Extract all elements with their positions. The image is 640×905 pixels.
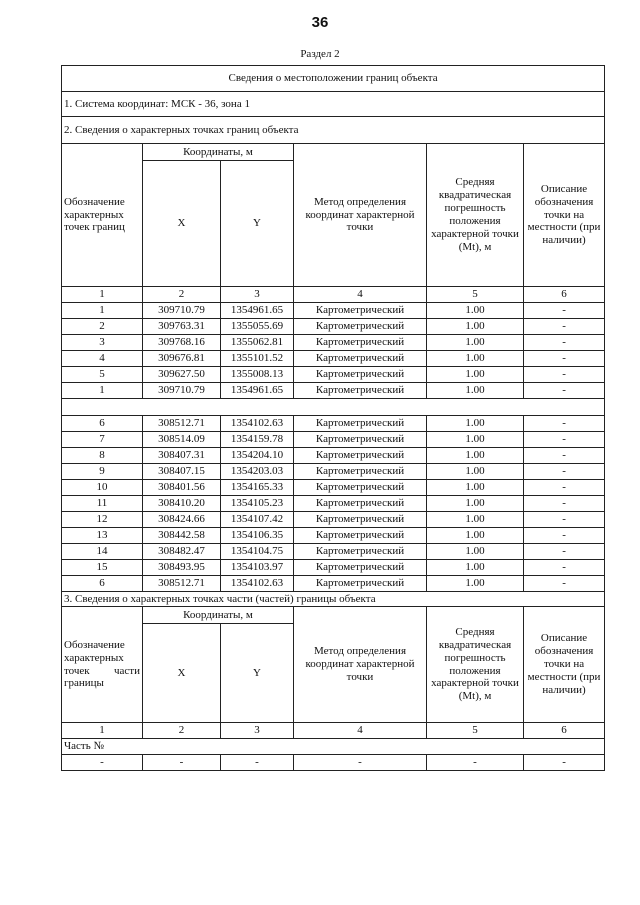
y-coord-cell: 1354105.23	[221, 496, 294, 512]
points-section-header: 2. Сведения о характерных точках границ объекта	[62, 117, 605, 144]
point-number-cell: 1	[62, 303, 143, 319]
description-cell: -	[524, 464, 605, 480]
point-number-cell: 1	[62, 723, 143, 739]
y-coord-cell: 1354106.35	[221, 528, 294, 544]
blank-separator-row	[62, 399, 605, 416]
point-number-cell: 10	[62, 480, 143, 496]
point-number-cell: 5	[62, 367, 143, 383]
error-value-cell: 1.00	[427, 464, 524, 480]
y-coord-cell: 1355101.52	[221, 351, 294, 367]
y-coord-cell: 1354961.65	[221, 303, 294, 319]
method-cell: Картометрический	[294, 319, 427, 335]
method-cell: 4	[294, 287, 427, 303]
coord-system: 1. Система координат: МСК - 36, зона 1	[62, 92, 605, 117]
x-coord-cell: 308424.66	[143, 512, 221, 528]
col-designation: Обозначение характерных точек границ	[62, 144, 143, 287]
col-x-part: X	[143, 624, 221, 723]
description-cell: -	[524, 383, 605, 399]
boundary-table	[61, 65, 605, 771]
error-value-cell: 1.00	[427, 576, 524, 592]
description-cell: -	[524, 335, 605, 351]
error-value-cell: -	[427, 755, 524, 771]
x-coord-cell: 309676.81	[143, 351, 221, 367]
x-coord-cell: 308493.95	[143, 560, 221, 576]
point-number-cell: 6	[62, 416, 143, 432]
x-coord-cell: 308407.15	[143, 464, 221, 480]
table-row	[62, 432, 605, 448]
description-cell: -	[524, 544, 605, 560]
description-cell: -	[524, 480, 605, 496]
method-cell: Картометрический	[294, 480, 427, 496]
page-number: 36	[311, 14, 329, 31]
table-title: Сведения о местоположении границ объекта	[62, 66, 605, 92]
error-value-cell: 1.00	[427, 416, 524, 432]
y-coord-cell: 1354103.97	[221, 560, 294, 576]
x-coord-cell: 308442.58	[143, 528, 221, 544]
y-coord-cell: 3	[221, 287, 294, 303]
method-cell: Картометрический	[294, 464, 427, 480]
error-value-cell: 1.00	[427, 544, 524, 560]
table-row	[62, 383, 605, 399]
method-cell: Картометрический	[294, 544, 427, 560]
method-cell: Картометрический	[294, 576, 427, 592]
error-value-cell: 1.00	[427, 335, 524, 351]
y-coord-cell: 1354204.10	[221, 448, 294, 464]
x-coord-cell: -	[143, 755, 221, 771]
error-value-cell: 1.00	[427, 512, 524, 528]
description-cell: -	[524, 528, 605, 544]
table-row	[62, 351, 605, 367]
x-coord-cell: 308512.71	[143, 416, 221, 432]
col-method-part: Метод определения координат характерной точки	[294, 607, 427, 723]
description-cell: -	[524, 303, 605, 319]
description-cell: -	[524, 432, 605, 448]
method-cell: Картометрический	[294, 496, 427, 512]
error-value-cell: 1.00	[427, 528, 524, 544]
point-number-cell: 14	[62, 544, 143, 560]
point-number-cell: 15	[62, 560, 143, 576]
table-row	[62, 496, 605, 512]
y-coord-cell: 1355008.13	[221, 367, 294, 383]
point-number-cell: 3	[62, 335, 143, 351]
error-value-cell: 1.00	[427, 319, 524, 335]
method-cell: Картометрический	[294, 448, 427, 464]
x-coord-cell: 308512.71	[143, 576, 221, 592]
point-number-cell: 13	[62, 528, 143, 544]
description-cell: -	[524, 512, 605, 528]
y-coord-cell: 1354159.78	[221, 432, 294, 448]
table-row	[62, 303, 605, 319]
description-cell: -	[524, 448, 605, 464]
method-cell: -	[294, 755, 427, 771]
point-number-cell: -	[62, 755, 143, 771]
table-row	[62, 560, 605, 576]
x-coord-cell: 2	[143, 287, 221, 303]
table-row	[62, 367, 605, 383]
method-cell: Картометрический	[294, 512, 427, 528]
col-method: Метод определения координат характерной точки	[294, 144, 427, 287]
col-coordinates-part: Координаты, м	[143, 607, 294, 624]
point-number-cell: 6	[62, 576, 143, 592]
description-cell: 6	[524, 287, 605, 303]
col-designation-part: Обозначение характерных точек части границы	[62, 607, 143, 723]
error-value-cell: 5	[427, 287, 524, 303]
method-cell: Картометрический	[294, 416, 427, 432]
method-cell: Картометрический	[294, 351, 427, 367]
error-value-cell: 1.00	[427, 480, 524, 496]
table-row	[62, 528, 605, 544]
method-cell: Картометрический	[294, 367, 427, 383]
description-cell: -	[524, 576, 605, 592]
y-coord-cell: 3	[221, 723, 294, 739]
method-cell: Картометрический	[294, 528, 427, 544]
point-number-cell: 12	[62, 512, 143, 528]
error-value-cell: 1.00	[427, 496, 524, 512]
point-number-cell: 4	[62, 351, 143, 367]
method-cell: Картометрический	[294, 560, 427, 576]
table-row	[62, 319, 605, 335]
method-cell: Картометрический	[294, 432, 427, 448]
y-coord-cell: 1354165.33	[221, 480, 294, 496]
method-cell: Картометрический	[294, 383, 427, 399]
description-cell: -	[524, 496, 605, 512]
error-value-cell: 1.00	[427, 448, 524, 464]
column-numbers-row-part	[62, 723, 605, 739]
col-error: Средняя квадратическая погрешность положения характерной точки (Mt), м	[427, 144, 524, 287]
point-number-cell: 2	[62, 319, 143, 335]
y-coord-cell: 1354107.42	[221, 512, 294, 528]
description-cell: -	[524, 755, 605, 771]
description-cell: -	[524, 319, 605, 335]
y-coord-cell: 1354102.63	[221, 576, 294, 592]
error-value-cell: 5	[427, 723, 524, 739]
x-coord-cell: 309627.50	[143, 367, 221, 383]
point-number-cell: 9	[62, 464, 143, 480]
table-row	[62, 448, 605, 464]
table-row	[62, 544, 605, 560]
description-cell: -	[524, 367, 605, 383]
x-coord-cell: 309768.16	[143, 335, 221, 351]
point-number-cell: 8	[62, 448, 143, 464]
x-coord-cell: 308410.20	[143, 496, 221, 512]
error-value-cell: 1.00	[427, 383, 524, 399]
y-coord-cell: -	[221, 755, 294, 771]
col-description: Описание обозначения точки на местности (при наличии)	[524, 144, 605, 287]
part-data-row	[62, 755, 605, 771]
table-row	[62, 480, 605, 496]
x-coord-cell: 2	[143, 723, 221, 739]
y-coord-cell: 1354203.03	[221, 464, 294, 480]
error-value-cell: 1.00	[427, 367, 524, 383]
method-cell: 4	[294, 723, 427, 739]
x-coord-cell: 308514.09	[143, 432, 221, 448]
point-number-cell: 7	[62, 432, 143, 448]
point-number-cell: 11	[62, 496, 143, 512]
part-section-header: 3. Сведения о характерных точках части (частей) границы объекта	[62, 592, 605, 607]
description-cell: -	[524, 560, 605, 576]
table-row	[62, 464, 605, 480]
y-coord-cell: 1354102.63	[221, 416, 294, 432]
x-coord-cell: 308482.47	[143, 544, 221, 560]
y-coord-cell: 1354104.75	[221, 544, 294, 560]
col-x: X	[143, 161, 221, 287]
col-coordinates: Координаты, м	[143, 144, 294, 161]
error-value-cell: 1.00	[427, 560, 524, 576]
part-label: Часть №	[62, 739, 605, 755]
table-row	[62, 335, 605, 351]
section-title: Раздел 2	[300, 48, 340, 60]
col-y: Y	[221, 161, 294, 287]
error-value-cell: 1.00	[427, 303, 524, 319]
description-cell: -	[524, 416, 605, 432]
error-value-cell: 1.00	[427, 432, 524, 448]
method-cell: Картометрический	[294, 335, 427, 351]
y-coord-cell: 1354961.65	[221, 383, 294, 399]
error-value-cell: 1.00	[427, 351, 524, 367]
point-number-cell: 1	[62, 287, 143, 303]
x-coord-cell: 309710.79	[143, 303, 221, 319]
y-coord-cell: 1355062.81	[221, 335, 294, 351]
x-coord-cell: 308401.56	[143, 480, 221, 496]
col-description-part: Описание обозначения точки на местности (при наличии)	[524, 607, 605, 723]
x-coord-cell: 309710.79	[143, 383, 221, 399]
x-coord-cell: 309763.31	[143, 319, 221, 335]
table-row	[62, 576, 605, 592]
method-cell: Картометрический	[294, 303, 427, 319]
col-error-part: Средняя квадратическая погрешность положения характерной точки (Mt), м	[427, 607, 524, 723]
column-numbers-row	[62, 287, 605, 303]
y-coord-cell: 1355055.69	[221, 319, 294, 335]
description-cell: -	[524, 351, 605, 367]
col-y-part: Y	[221, 624, 294, 723]
table-row	[62, 416, 605, 432]
x-coord-cell: 308407.31	[143, 448, 221, 464]
description-cell: 6	[524, 723, 605, 739]
point-number-cell: 1	[62, 383, 143, 399]
table-row	[62, 512, 605, 528]
